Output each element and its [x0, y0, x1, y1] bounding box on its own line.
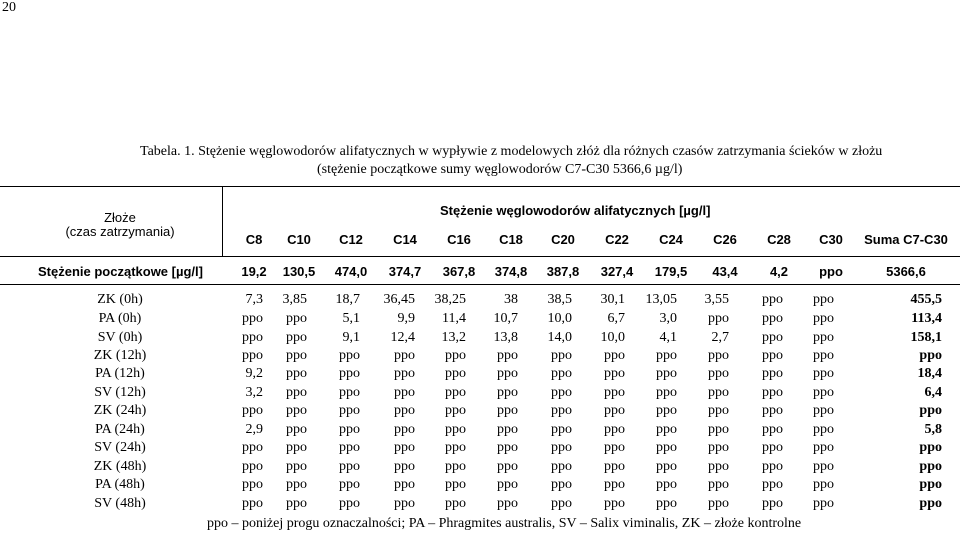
table-cell: ppo: [286, 477, 307, 492]
sum-cell: ppo: [919, 440, 942, 455]
column-header: C16: [447, 232, 471, 247]
table-cell: 18,7: [335, 292, 360, 307]
table-cell: ppo: [286, 422, 307, 437]
table-cell: ppo: [242, 440, 263, 455]
header-bottom-border: [0, 256, 960, 257]
table-cell: ppo: [604, 403, 625, 418]
table-cell: ppo: [708, 459, 729, 474]
table-cell: ppo: [394, 477, 415, 492]
initial-value: 474,0: [334, 264, 368, 279]
table-cell: ppo: [339, 366, 360, 381]
table-cell: 7,3: [245, 292, 263, 307]
row-label: ZK (12h): [93, 348, 147, 363]
table-cell: ppo: [497, 477, 518, 492]
initial-value: 367,8: [442, 264, 476, 279]
table-cell: 9,9: [397, 311, 415, 326]
row-label: SV (12h): [94, 385, 146, 400]
row-label: ZK (48h): [93, 459, 147, 474]
table-cell: ppo: [762, 496, 783, 511]
table-cell: ppo: [445, 422, 466, 437]
table-cell: ppo: [604, 385, 625, 400]
table-cell: ppo: [394, 422, 415, 437]
page-number: 20: [2, 0, 16, 15]
table-cell: ppo: [286, 459, 307, 474]
table-cell: ppo: [286, 311, 307, 326]
table-cell: ppo: [762, 292, 783, 307]
table-caption-subtitle: (stężenie początkowe sumy węglowodorów C7-C30 5366,6 µg/l): [317, 162, 683, 177]
column-header: C30: [819, 232, 843, 247]
table-cell: 13,2: [441, 330, 466, 345]
table-cell: ppo: [656, 366, 677, 381]
table-cell: ppo: [497, 348, 518, 363]
table-cell: ppo: [339, 440, 360, 455]
table-cell: 3,55: [704, 292, 729, 307]
table-cell: ppo: [551, 366, 572, 381]
table-cell: ppo: [708, 385, 729, 400]
table-cell: 13,05: [645, 292, 677, 307]
table-cell: ppo: [339, 348, 360, 363]
table-cell: ppo: [708, 403, 729, 418]
table-cell: ppo: [813, 330, 834, 345]
table-cell: ppo: [394, 496, 415, 511]
initial-value: ppo: [819, 264, 843, 279]
sum-cell: 18,4: [917, 366, 942, 381]
table-cell: ppo: [656, 496, 677, 511]
table-cell: ppo: [551, 422, 572, 437]
table-cell: ppo: [551, 477, 572, 492]
table-cell: 11,4: [442, 311, 466, 326]
sum-cell: 113,4: [911, 311, 942, 326]
table-cell: 13,8: [493, 330, 518, 345]
table-cell: ppo: [445, 348, 466, 363]
initial-value: 179,5: [654, 264, 688, 279]
table-cell: ppo: [813, 311, 834, 326]
initial-concentration-label: Stężenie początkowe [µg/l]: [38, 264, 203, 279]
initial-row-bottom-border: [0, 284, 960, 285]
table-cell: ppo: [445, 477, 466, 492]
table-cell: ppo: [813, 496, 834, 511]
row-label: SV (0h): [97, 330, 143, 345]
column-header: C26: [713, 232, 737, 247]
table-cell: ppo: [286, 385, 307, 400]
table-cell: ppo: [339, 385, 360, 400]
row-label: SV (24h): [94, 440, 146, 455]
table-cell: ppo: [656, 459, 677, 474]
table-cell: 10,7: [493, 311, 518, 326]
table-cell: ppo: [708, 422, 729, 437]
sum-cell: ppo: [919, 477, 942, 492]
table-cell: ppo: [286, 403, 307, 418]
table-cell: 6,7: [607, 311, 625, 326]
table-cell: ppo: [604, 440, 625, 455]
table-cell: 9,1: [342, 330, 360, 345]
table-cell: ppo: [497, 366, 518, 381]
table-top-border: [0, 186, 960, 187]
initial-value: 374,7: [388, 264, 422, 279]
table-cell: ppo: [497, 459, 518, 474]
table-cell: ppo: [604, 496, 625, 511]
table-cell: ppo: [242, 477, 263, 492]
table-cell: ppo: [762, 330, 783, 345]
table-cell: ppo: [604, 422, 625, 437]
table-cell: 30,1: [600, 292, 625, 307]
table-cell: ppo: [551, 348, 572, 363]
sum-cell: 5,8: [924, 422, 942, 437]
table-cell: ppo: [339, 422, 360, 437]
table-cell: ppo: [762, 348, 783, 363]
table-cell: ppo: [708, 348, 729, 363]
sum-cell: ppo: [919, 403, 942, 418]
table-cell: 3,85: [282, 292, 307, 307]
table-cell: ppo: [339, 477, 360, 492]
table-cell: 14,0: [547, 330, 572, 345]
row-label: PA (24h): [95, 422, 145, 437]
sum-cell: 6,4: [924, 385, 942, 400]
column-header: C14: [393, 232, 417, 247]
column-header: C12: [339, 232, 363, 247]
column-header: C20: [551, 232, 575, 247]
table-cell: ppo: [286, 330, 307, 345]
table-cell: ppo: [394, 403, 415, 418]
table-cell: ppo: [497, 385, 518, 400]
table-cell: 10,0: [547, 311, 572, 326]
table-cell: 9,2: [245, 366, 263, 381]
column-header: C24: [659, 232, 683, 247]
bed-header: Złoże: [104, 210, 136, 225]
initial-value: 327,4: [600, 264, 634, 279]
table-cell: ppo: [762, 366, 783, 381]
table-cell: ppo: [656, 440, 677, 455]
retention-header: (czas zatrzymania): [65, 224, 175, 239]
table-cell: ppo: [656, 385, 677, 400]
table-cell: ppo: [551, 403, 572, 418]
row-label: ZK (24h): [93, 403, 147, 418]
column-header: C10: [287, 232, 311, 247]
table-cell: ppo: [762, 459, 783, 474]
table-cell: ppo: [813, 459, 834, 474]
table-cell: ppo: [445, 459, 466, 474]
table-cell: ppo: [813, 348, 834, 363]
initial-value: 130,5: [282, 264, 316, 279]
table-cell: 2,7: [711, 330, 729, 345]
table-cell: ppo: [551, 496, 572, 511]
table-cell: ppo: [708, 366, 729, 381]
table-cell: ppo: [762, 440, 783, 455]
table-cell: 38,5: [547, 292, 572, 307]
table-cell: 2,9: [245, 422, 263, 437]
table-cell: ppo: [394, 366, 415, 381]
row-label: PA (0h): [98, 311, 142, 326]
table-cell: ppo: [242, 403, 263, 418]
column-header: C28: [767, 232, 791, 247]
table-cell: ppo: [656, 403, 677, 418]
sum-cell: ppo: [919, 496, 942, 511]
initial-value: 4,2: [769, 264, 789, 279]
column-header: Suma C7-C30: [864, 232, 948, 247]
table-cell: ppo: [708, 311, 729, 326]
row-label: SV (48h): [94, 496, 146, 511]
table-cell: ppo: [242, 330, 263, 345]
table-cell: ppo: [656, 477, 677, 492]
table-cell: 3,0: [659, 311, 677, 326]
sum-cell: ppo: [919, 459, 942, 474]
table-cell: ppo: [394, 385, 415, 400]
table-cell: ppo: [813, 385, 834, 400]
table-cell: ppo: [242, 459, 263, 474]
row-label: PA (48h): [95, 477, 145, 492]
table-cell: ppo: [286, 496, 307, 511]
table-cell: ppo: [445, 366, 466, 381]
sum-cell: 455,5: [910, 292, 942, 307]
table-cell: ppo: [551, 385, 572, 400]
sum-cell: ppo: [919, 348, 942, 363]
table-cell: ppo: [656, 422, 677, 437]
table-cell: ppo: [604, 477, 625, 492]
table-cell: 38: [504, 292, 518, 307]
table-cell: ppo: [394, 440, 415, 455]
table-cell: ppo: [656, 348, 677, 363]
table-cell: ppo: [551, 459, 572, 474]
table-cell: ppo: [445, 385, 466, 400]
table-cell: ppo: [604, 459, 625, 474]
initial-value: 19,2: [241, 264, 267, 279]
table-cell: ppo: [762, 311, 783, 326]
row-label: PA (12h): [95, 366, 145, 381]
table-caption-title: Tabela. 1. Stężenie węglowodorów alifatycznych w wypływie z modelowych złóż dla różnych czasów zatrzymania ścieków w złożu: [140, 144, 883, 159]
table-cell: ppo: [813, 366, 834, 381]
sum-cell: 158,1: [910, 330, 942, 345]
table-cell: 4,1: [659, 330, 677, 345]
row-label: ZK (0h): [97, 292, 143, 307]
table-cell: ppo: [286, 440, 307, 455]
table-cell: ppo: [762, 403, 783, 418]
table-cell: ppo: [339, 403, 360, 418]
table-cell: ppo: [242, 496, 263, 511]
table-cell: ppo: [813, 422, 834, 437]
table-cell: ppo: [286, 348, 307, 363]
column-header: C18: [499, 232, 523, 247]
table-cell: ppo: [339, 496, 360, 511]
table-cell: ppo: [708, 477, 729, 492]
table-cell: ppo: [604, 348, 625, 363]
table-cell: ppo: [604, 366, 625, 381]
table-cell: 38,25: [434, 292, 466, 307]
initial-value: 387,8: [546, 264, 580, 279]
initial-value: 5366,6: [886, 264, 926, 279]
table-cell: 5,1: [342, 311, 360, 326]
table-cell: ppo: [813, 477, 834, 492]
initial-value: 43,4: [712, 264, 738, 279]
table-cell: ppo: [242, 311, 263, 326]
table-cell: ppo: [813, 292, 834, 307]
table-cell: ppo: [286, 366, 307, 381]
table-cell: ppo: [497, 440, 518, 455]
table-cell: 36,45: [383, 292, 415, 307]
table-cell: ppo: [708, 440, 729, 455]
column-header: C22: [605, 232, 629, 247]
table-cell: ppo: [497, 422, 518, 437]
table-cell: ppo: [762, 422, 783, 437]
footnote: ppo – poniżej progu oznaczalności; PA – Phragmites australis, SV – Salix viminalis, ZK – złoże kontrolne: [207, 516, 802, 531]
table-cell: ppo: [242, 348, 263, 363]
table-cell: 10,0: [600, 330, 625, 345]
concentration-header: Stężenie węglowodorów alifatycznych [µg/l]: [440, 203, 711, 218]
table-cell: ppo: [394, 348, 415, 363]
table-cell: ppo: [551, 440, 572, 455]
table-cell: ppo: [394, 459, 415, 474]
table-cell: ppo: [497, 496, 518, 511]
table-cell: ppo: [762, 477, 783, 492]
table-cell: 12,4: [390, 330, 415, 345]
initial-value: 374,8: [494, 264, 528, 279]
table-cell: ppo: [339, 459, 360, 474]
table-cell: ppo: [762, 385, 783, 400]
table-cell: ppo: [813, 403, 834, 418]
table-cell: ppo: [813, 440, 834, 455]
table-cell: ppo: [497, 403, 518, 418]
column-header: C8: [245, 232, 263, 247]
table-cell: ppo: [445, 496, 466, 511]
table-cell: 3,2: [245, 385, 263, 400]
table-cell: ppo: [708, 496, 729, 511]
table-cell: ppo: [445, 403, 466, 418]
table-cell: ppo: [445, 440, 466, 455]
